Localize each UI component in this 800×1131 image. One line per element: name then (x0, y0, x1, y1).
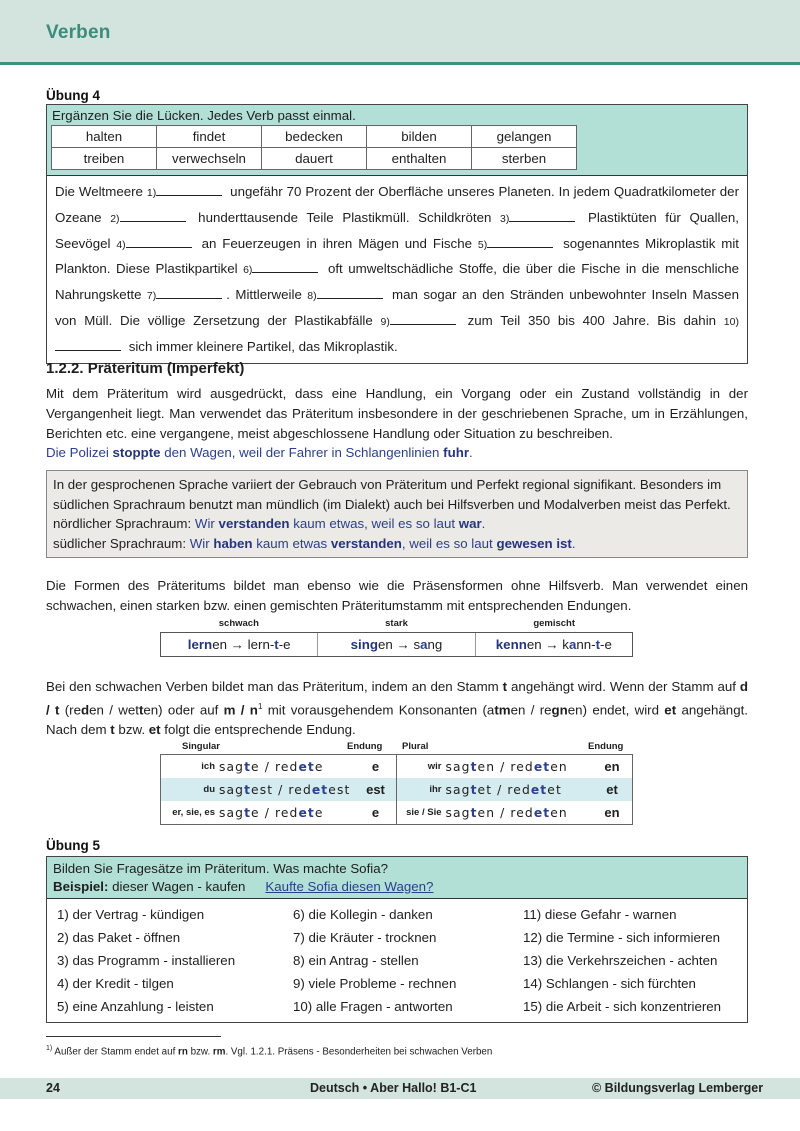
exercise-5-example (53, 878, 741, 896)
highlight-letter: t (244, 759, 252, 774)
exercise-4-header (47, 105, 747, 176)
pronoun: sie / Sie (406, 807, 442, 818)
exercise-item: 11) diese Gefahr - warnen (523, 907, 677, 922)
exercise-item: 3) das Programm - installieren (57, 953, 236, 968)
highlight-letter: t (244, 782, 252, 797)
gap-number: 2) (110, 212, 120, 225)
gap-number: 4) (116, 238, 126, 251)
conjugation-row (161, 801, 632, 824)
emphasis: war (458, 516, 482, 532)
bold-text: t (110, 722, 115, 738)
gap-number: 6) (243, 264, 253, 277)
emphasis: fuhr (443, 445, 469, 461)
stem-examples-table (160, 632, 633, 657)
emphasis: verstanden (218, 516, 290, 532)
word-bank-row (52, 126, 577, 148)
word-bank-cell: treiben (52, 148, 157, 170)
exercise-4-title: Übung 4 (46, 88, 100, 103)
bold-text: t (138, 702, 144, 718)
gap-blank[interactable] (487, 236, 553, 248)
word-bank-cell: dauert (262, 148, 367, 170)
ending: en (604, 805, 620, 820)
word-bank-cell: findet (157, 126, 262, 148)
exercise-item: 8) ein Antrag - stellen (293, 953, 419, 968)
footnote-ref: 1 (257, 701, 263, 711)
weak-verbs-paragraph: Bei den schwachen Verben bildet man das Präteritum, indem an den Stamm t angehängt wird. Wenn der Stamm auf d / t (reden / wetten) oder auf m / $n^1$ mit vorausgehendem Konsonanten (atmen / regnen) endet, wird et angehängt. Nach dem t bzw. et folgt die entsprechende Endung. (46, 679, 748, 738)
gap-blank[interactable] (156, 184, 222, 196)
bold-text: rn (178, 1046, 188, 1058)
exercise-item: 12) die Termine - sich informieren (523, 930, 721, 945)
publisher: © Bildungsverlag Lemberger (592, 1081, 764, 1095)
emphasis: stoppte (112, 445, 161, 461)
gap-blank[interactable] (317, 287, 383, 299)
highlight-letter: t (470, 759, 478, 774)
emphasis: lern (187, 637, 213, 652)
word-bank-cell: bedecken (262, 126, 367, 148)
exercise-4-instruction: Ergänzen Sie die Lücken. Jedes Verb passt einmal. (52, 108, 356, 123)
south-example: Wir haben kaum etwas verstanden, weil es so laut gewesen ist. (189, 535, 576, 551)
pronoun: ihr (429, 784, 442, 795)
stem-label: gemischt (533, 618, 576, 629)
pronoun: wir (427, 761, 442, 772)
gap-number: 1) (146, 187, 157, 199)
bold-text: rm (212, 1046, 226, 1058)
ending: en (604, 759, 620, 774)
example-prompt: dieser Wagen - kaufen (108, 878, 246, 894)
highlight-letter: et (533, 805, 551, 820)
emphasis: sing (350, 637, 378, 652)
endung-header-pl: Endung (588, 741, 624, 752)
gap-blank[interactable] (55, 339, 121, 351)
emphasis: kenn (495, 637, 527, 652)
example-sentence: Die Polizei stoppte den Wagen, weil der Fahrer in Schlangenlinien fuhr. (46, 445, 473, 461)
singular-cell (161, 778, 397, 801)
footnote: $^{1)}$ Außer der Stamm endet auf rn bzw. rm. Vgl. 1.2.1. Präsens - Besonderheiten bei schwachen Verben (46, 1045, 493, 1058)
gap-number: 5) (477, 238, 488, 251)
stem-type-labels (160, 618, 633, 629)
example-answer: Kaufte Sofia diesen Wagen? (265, 878, 434, 894)
conjugation-row (161, 755, 632, 778)
highlight-letter: et (298, 805, 315, 820)
highlight-letter: t (470, 782, 478, 797)
exercise-item: 13) die Verkehrszeichen - achten (523, 953, 718, 968)
footnote-mark: 1) (46, 1045, 53, 1052)
stem-label: schwach (218, 618, 259, 629)
emphasis: haben (213, 535, 253, 551)
section-title: 1.2.2. Präteritum (Imperfekt) (46, 360, 245, 377)
exercise-item: 6) die Kollegin - danken (293, 907, 433, 922)
word-bank-cell: gelangen (472, 126, 577, 148)
verb-form: sagte / redete (219, 759, 324, 774)
gap-number: 8) (307, 290, 317, 303)
section-intro (46, 384, 748, 463)
footnote-divider (46, 1036, 221, 1037)
exercise-item: 9) viele Probleme - rechnen (293, 976, 457, 991)
highlight-letter: et (530, 782, 548, 797)
gap-blank[interactable] (390, 313, 456, 325)
highlight-letter: a (568, 637, 577, 652)
north-label: nördlicher Sprachraum: (53, 516, 195, 532)
north-example: Wir verstanden kaum etwas, weil es so laut war. (194, 516, 486, 532)
ending: et (606, 782, 618, 797)
exercise-5-box (46, 856, 748, 1023)
verb-form: sagte / redete (219, 805, 324, 820)
emphasis: gewesen ist (496, 535, 572, 551)
word-bank-cell: enthalten (367, 148, 472, 170)
gap-blank[interactable] (509, 210, 575, 222)
bold-text: m / n (223, 702, 258, 718)
pronoun: ich (201, 761, 215, 772)
exercise-4-box (46, 104, 748, 364)
singular-cell (161, 755, 397, 778)
south-label: südlicher Sprachraum: (53, 535, 190, 551)
conjugation-table (160, 754, 633, 825)
word-bank-cell: sterben (472, 148, 577, 170)
header-divider (0, 62, 800, 65)
highlight-letter: t (595, 637, 601, 652)
exercise-5-title: Übung 5 (46, 838, 100, 853)
bold-text: tm (494, 702, 511, 718)
verb-form: sagten / redeten (445, 805, 568, 820)
highlight-letter: a (420, 637, 428, 652)
plural-cell (397, 755, 633, 778)
endung-header-sg: Endung (347, 741, 383, 752)
stem-example: kennen → kann-t-e (495, 637, 612, 652)
exercise-5-header (47, 857, 747, 899)
chapter-title: Verben (46, 22, 111, 43)
gap-number: 7) (146, 290, 157, 303)
forms-paragraph: Die Formen des Präteritums bildet man ebenso wie die Präsensformen ohne Hilfsverb. Man verwendet einen schwachen, einen starken bzw. einen gemischten Präteritumstamm mit entsprechenden Endungen. (46, 578, 748, 613)
plural-cell (397, 801, 633, 824)
bold-text: t (502, 679, 508, 694)
verb-form: sagten / redeten (445, 759, 568, 774)
singular-cell (161, 801, 397, 824)
gap-blank[interactable] (120, 210, 186, 222)
stem-example: singen → sang (318, 633, 475, 656)
gap-blank[interactable] (252, 261, 318, 273)
ending: e (371, 759, 380, 774)
exercise-item: 14) Schlangen - sich fürchten (523, 976, 696, 991)
singular-header: Singular (182, 741, 221, 752)
exercise-item: 7) die Kräuter - trocknen (293, 930, 437, 945)
exercise-4-text: Die Weltmeere 1) ungefähr 70 Prozent der Oberfläche unseres Planeten. In jedem Quadratkilometer der Ozeane 2) hunderttausende Teile Plastikmüll. Schildkröten 3) Plastiktüten für Quallen, Seevögel 4) an Feuerzeugen in ihren Mägen und Fische 5) sogenanntes Mikroplastik mit Plankton. Diese Plastikpartikel 6) oft umweltschädliche Stoffe, die über die Fische in die menschliche Nahrungskette 7) . Mittlerweile 8) man sogar an den Stränden unbewohnter Inseln Massen von Müll. Die völlige Zersetzung der Plastikabfälle 9) zum Teil 350 bis 400 Jahre. Bis dahin 10) sich immer kleinere Partikel, das Mikroplastik. (55, 184, 739, 354)
word-bank-cell: verwechseln (157, 148, 262, 170)
highlight-letter: et (311, 782, 329, 797)
pronoun: du (203, 784, 215, 795)
bold-text: d (81, 702, 90, 718)
exercise-5-instruction: Bilden Sie Fragesätze im Präteritum. Was machte Sofia? (53, 861, 389, 876)
regional-note-box (46, 470, 748, 558)
highlight-letter: et (298, 759, 315, 774)
bold-text: d / t (46, 679, 748, 718)
intro-text: Mit dem Präteritum wird ausgedrückt, dass eine Handlung, ein Vorgang oder ein Zustand vollständig in der Vergangenheit liegt. Man verwendet das Präteritum insbesondere in der geschriebenen Sprache, um in Erzählungen, Berichten etc. eine vergangene, meist abgeschlossene Handlung oder Situation zu beschreiben. (46, 386, 748, 441)
gap-blank[interactable] (126, 236, 192, 248)
gap-number: 3) (499, 212, 510, 225)
stem-label: stark (385, 618, 408, 629)
exercise-5-items (47, 899, 747, 1022)
ending: e (371, 805, 380, 820)
exercise-item: 5) eine Anzahlung - leisten (57, 999, 214, 1014)
exercise-item: 4) der Kredit - tilgen (57, 976, 174, 991)
bold-text: et (148, 722, 161, 738)
conjugation-row (161, 778, 632, 801)
exercise-item: 10) alle Fragen - antworten (293, 999, 453, 1014)
note-text: In der gesprochenen Sprache variiert der Gebrauch von Präteritum und Perfekt regional signifikant. Besonders im südlichen Sprachraum benutzt man mündlich (im Dialekt) auch bei Hilfsverben und Modalverben meist das Perfekt. (53, 477, 731, 512)
page-number: 24 (46, 1081, 60, 1095)
gap-blank[interactable] (156, 287, 222, 299)
highlight-letter: t (274, 637, 279, 652)
gap-number: 9) (380, 315, 390, 328)
book-title: Deutsch • Aber Hallo! B1-C1 (310, 1081, 477, 1095)
word-bank (51, 125, 577, 170)
highlight-letter: t (470, 805, 478, 820)
emphasis: verstanden (330, 535, 402, 551)
stem-example: lernen → lern-t-e (161, 633, 318, 656)
header-band (0, 0, 800, 62)
verb-form: sagtet / redetet (445, 782, 562, 797)
word-bank-cell: halten (52, 126, 157, 148)
footer (0, 1078, 800, 1099)
pronoun: er, sie, es (172, 807, 215, 818)
ending: est (366, 782, 385, 797)
exercise-item: 15) die Arbeit - sich konzentrieren (523, 999, 722, 1014)
example-label: Beispiel: (53, 878, 109, 894)
highlight-letter: et (533, 759, 551, 774)
exercise-item: 2) das Paket - öffnen (57, 930, 181, 945)
bold-text: et (664, 702, 677, 718)
gap-number: 10) (723, 315, 739, 328)
verb-form: sagtest / redetest (219, 782, 351, 797)
highlight-letter: t (244, 805, 252, 820)
word-bank-cell: bilden (367, 126, 472, 148)
conjugation-headers (160, 741, 633, 753)
word-bank-row (52, 148, 577, 170)
plural-cell (397, 778, 633, 801)
plural-header: Plural (402, 741, 429, 752)
bold-text: gn (551, 702, 568, 718)
exercise-item: 1) der Vertrag - kündigen (57, 907, 205, 922)
